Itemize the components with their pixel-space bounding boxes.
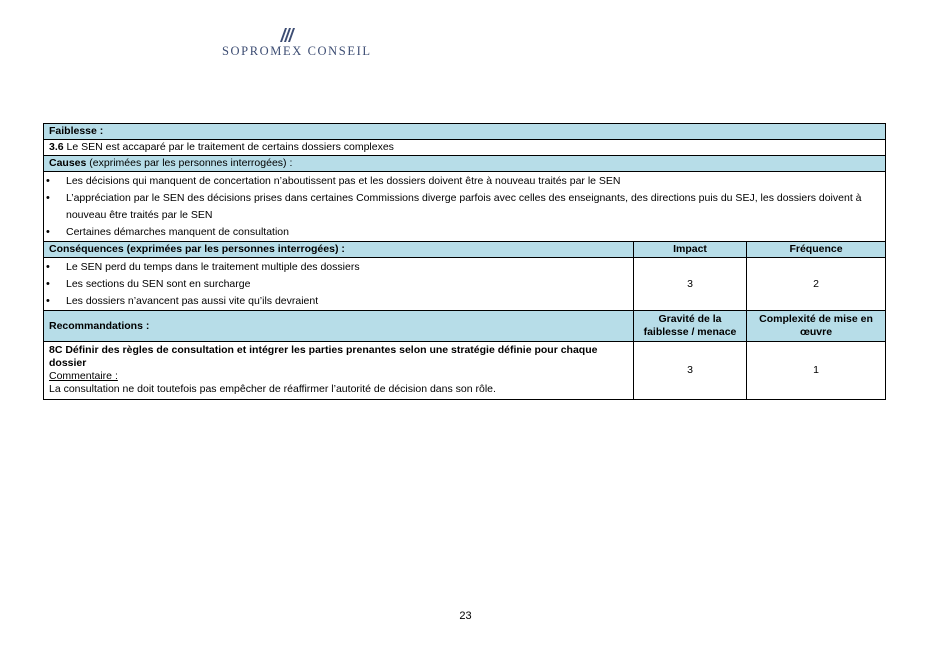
consequences-cell [44,258,634,311]
recommendation-cell [44,342,634,400]
causes-cell [44,172,886,242]
frequence-value: 2 [747,258,886,311]
causes-list [49,173,880,241]
causes-label: Causes [49,157,87,169]
faiblesse-label: Faiblesse : [44,124,886,140]
causes-row [44,172,886,242]
consequences-row [44,258,886,311]
consequences-header-row [44,242,886,258]
commentaire-text: La consultation ne doit toutefois pas empêcher de réaffirmer l’autorité de décision dans son rôle. [49,383,496,395]
weakness-cell [44,140,886,156]
consequences-list [49,259,628,310]
logo-stripes-icon [278,28,298,42]
commentaire-label: Commentaire : [49,370,118,382]
complexite-header: Complexité de mise en œuvre [747,311,886,342]
recommandations-header-row [44,311,886,342]
company-logo [222,28,372,62]
list-item: • Les décisions qui manquent de concertation n’aboutissent pas et les dossiers doivent être à nouveau traités par le SEN [49,173,880,190]
recommandations-label: Recommandations : [44,311,634,342]
recommendation-title: 8C Définir des règles de consultation et intégrer les parties prenantes selon une stratégie définie pour chaque dossier [49,344,598,369]
impact-header: Impact [634,242,747,258]
gravite-header: Gravité de la faiblesse / menace [634,311,747,342]
causes-note: (exprimées par les personnes interrogées) : [86,157,293,169]
causes-header-row [44,156,886,172]
impact-value: 3 [634,258,747,311]
frequence-header: Fréquence [747,242,886,258]
gravite-value: 3 [634,342,747,400]
complexite-value: 1 [747,342,886,400]
faiblesse-header-row [44,124,886,140]
list-item: • Certaines démarches manquent de consultation [49,224,880,241]
weakness-row [44,140,886,156]
weakness-table [43,123,886,400]
list-item: • Le SEN perd du temps dans le traitement multiple des dossiers [49,259,628,276]
logo-text: SOPROMEX CONSEIL [222,44,372,58]
weakness-text: Le SEN est accaparé par le traitement de certains dossiers complexes [63,141,394,153]
consequences-label: Conséquences (exprimées par les personnes interrogées) : [44,242,634,258]
page-number: 23 [459,610,472,622]
recommendation-row [44,342,886,400]
list-item: • Les sections du SEN sont en surcharge [49,276,628,293]
causes-header-cell [44,156,886,172]
weakness-number: 3.6 [49,141,64,153]
list-item: • Les dossiers n’avancent pas aussi vite qu’ils devraient [49,293,628,310]
list-item: • L’appréciation par le SEN des décisions prises dans certaines Commissions diverge parfois avec celles des enseignants, des directions puis du SEJ, les dossiers doivent à nouveau être traités par le SEN [49,190,880,224]
